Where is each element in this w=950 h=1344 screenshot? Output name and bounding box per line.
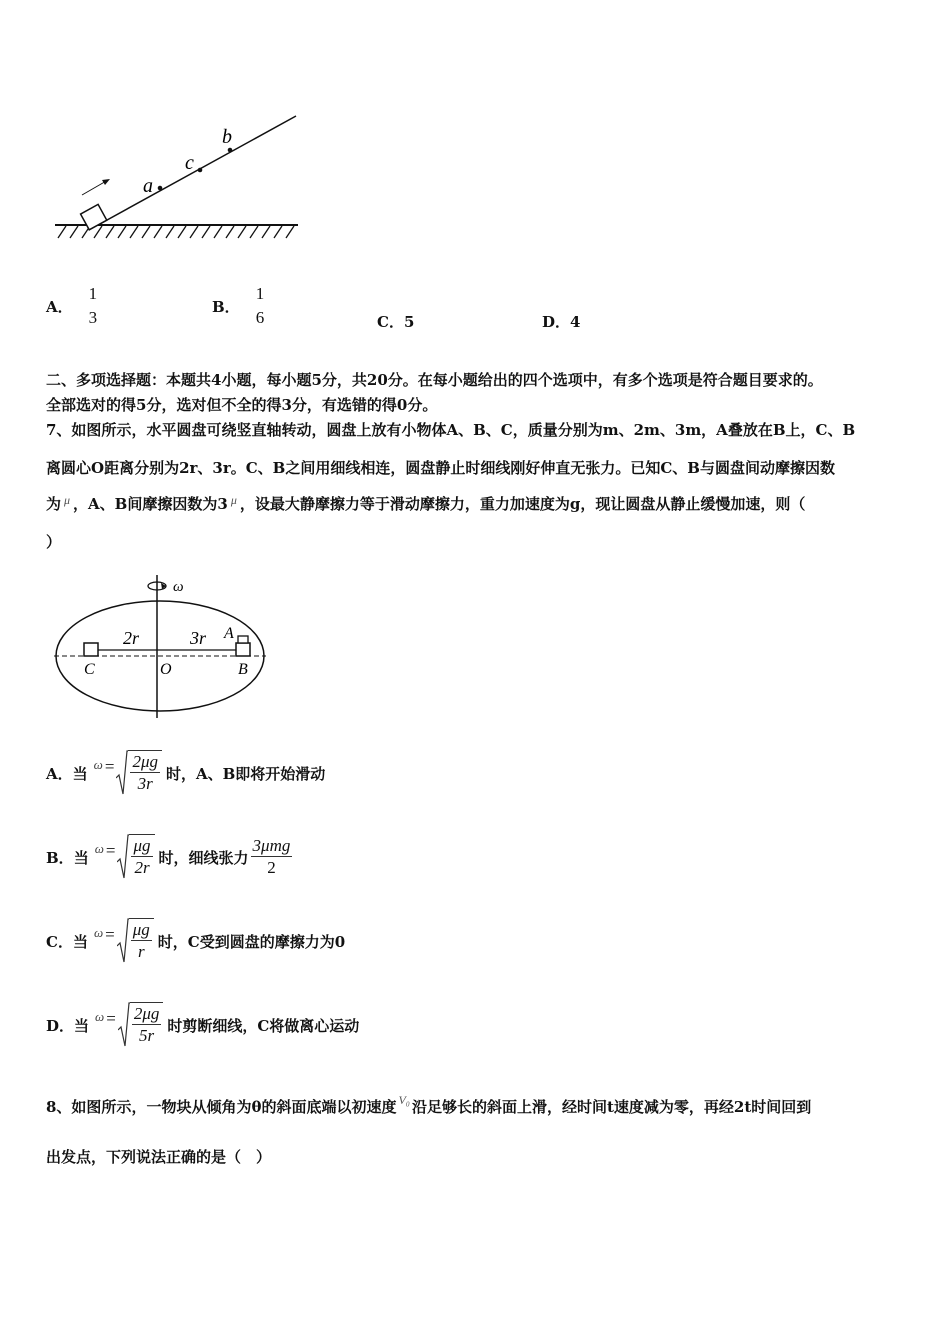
label-2r: 2r: [123, 628, 140, 648]
sqrt-expression: $\frac{\mu g}{2r}$: [117, 834, 154, 880]
q7-option-d: D． 当 ω = $\frac{2\mu g}{5r}$ 时剪断细线，C将做离心运动: [46, 1002, 359, 1048]
q7-option-a: A． 当 ω = $\frac{2\mu g}{3r}$ 时，A、B即将开始滑动: [46, 750, 325, 796]
label-B: B: [238, 661, 248, 678]
sqrt-expression: $\frac{2\mu g}{3r}$: [116, 750, 162, 796]
omega-label: ω: [173, 579, 184, 595]
q6-option-b: B． 1 6: [212, 284, 265, 327]
tension-fraction: $\frac{\text{3μmg}}{2}$: [252, 836, 291, 877]
q8-line2: 出发点，下列说法正确的是（ ）: [46, 1148, 272, 1166]
incline-figure: [50, 110, 310, 245]
section2-line1: 二、多项选择题：本题共4小题，每小题5分，共20分。在每小题给出的四个选项中，有多个选项是符合题目要求的。: [46, 371, 823, 389]
q6-option-a: A． 1 3: [46, 284, 98, 327]
q7-option-c: C． 当 ω = $\frac{\mu g}{r}$ 时，C受到圆盘的摩擦力为0: [46, 918, 345, 964]
label-A: A: [224, 625, 234, 642]
q7-line4: ）: [46, 533, 62, 551]
label-b: b: [222, 126, 232, 148]
label-C: C: [84, 661, 95, 678]
label-3r: 3r: [190, 628, 207, 648]
q7-option-b: B． 当 ω = $\frac{\mu g}{2r}$ 时，细线张力 $\frac{\text{3μmg}}{2}$: [46, 834, 292, 880]
label-c: c: [185, 152, 194, 174]
q7-line2: 离圆心O距离分别为2r、3r。C、B之间用细线相连，圆盘静止时细线刚好伸直无张力。已知C、B与圆盘间动摩擦因数: [46, 459, 835, 477]
sqrt-expression: $\frac{\mu g}{r}$: [117, 918, 154, 964]
q6-option-c: C． 5: [377, 312, 415, 331]
q7-line3: 为 $^\mu$ ，A、B间摩擦因数为3 $^\mu$ ，设最大静摩擦力等于滑动摩擦力，重力加速度为g，现让圆盘从静止缓慢加速，则（: [46, 493, 806, 513]
q7-line1: 7、如图所示，水平圆盘可绕竖直轴转动，圆盘上放有小物体A、B、C，质量分别为m、2m、3m，A叠放在B上，C、B: [46, 421, 856, 439]
fraction: 1 3: [88, 284, 98, 327]
label-O: O: [160, 661, 172, 678]
q8-line1: 8、如图所示，一物块从倾角为θ的斜面底端以初速度 $^{V_0}$ 沿足够长的斜面上滑，经时间t速度减为零，再经2t时间回到: [46, 1093, 812, 1116]
label-a: a: [143, 175, 153, 197]
sqrt-expression: $\frac{2\mu g}{5r}$: [118, 1002, 164, 1048]
fraction: 1 6: [255, 284, 265, 327]
section2-line2: 全部选对的得5分，选对但不全的得3分，有选错的得0分。: [46, 396, 438, 414]
disc-figure: [52, 570, 272, 720]
q6-option-d: D． 4: [542, 312, 581, 331]
